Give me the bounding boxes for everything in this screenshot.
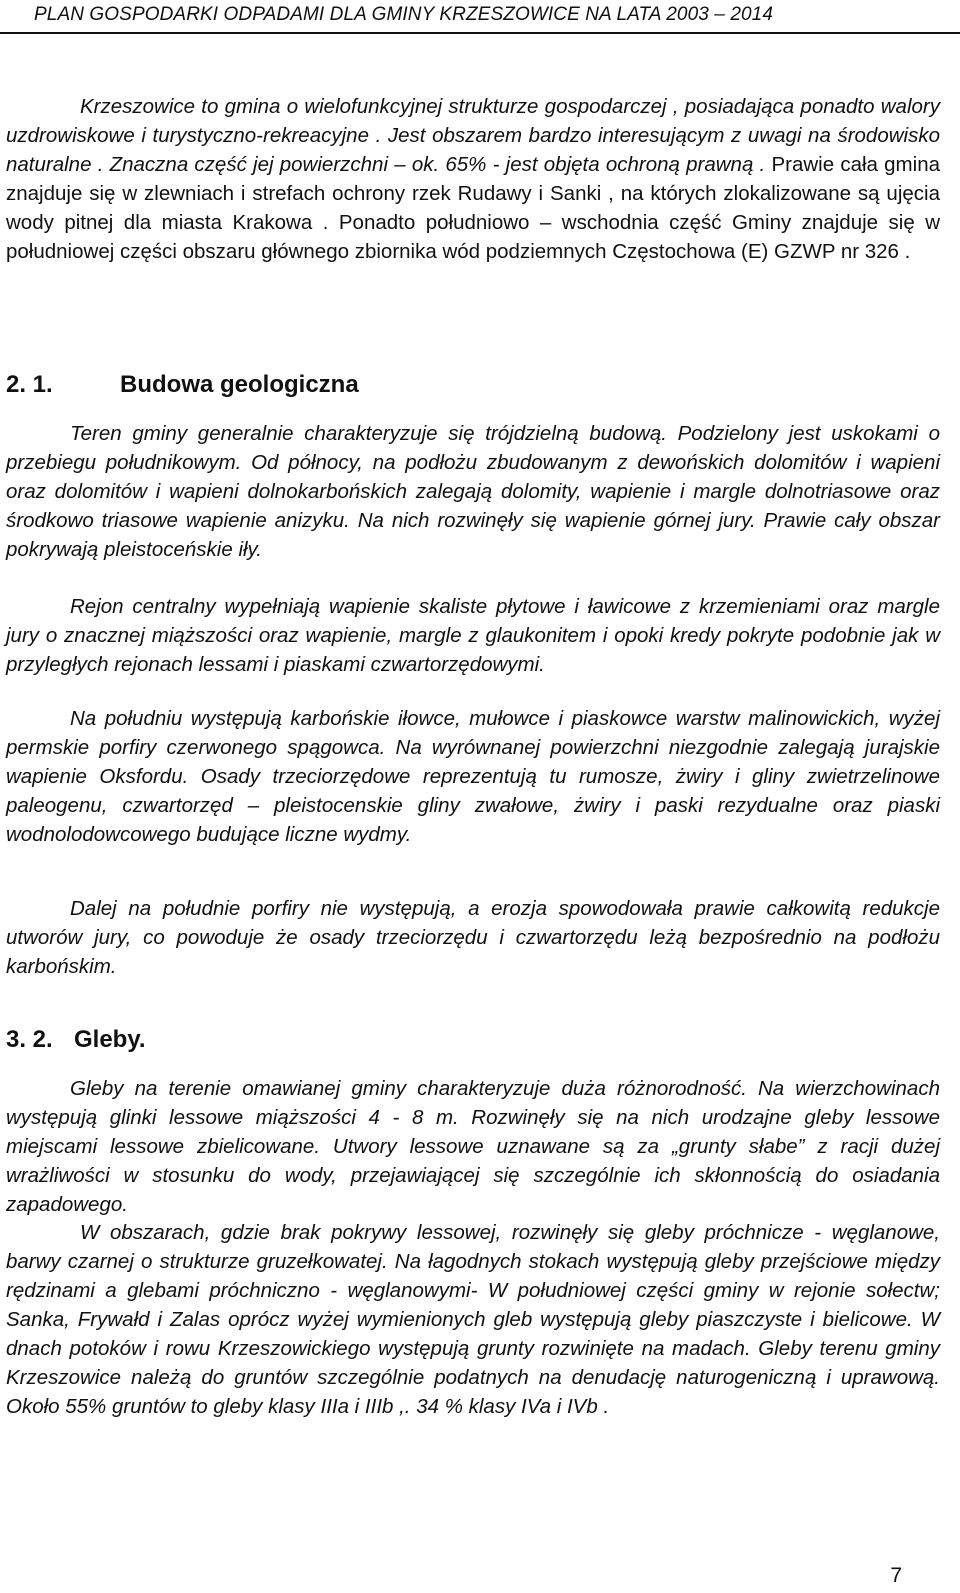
geology-paragraph-3-text: Na południu występują karbońskie iłowce, mułowce i piaskowce warstw malinowickich, wyżej permskie porfiry czerwonego spągowca. Na wyrównanej powierzchni niezgodnie zalegają jurajskie wapienie Oksfordu. Osady trzeciorzędowe reprezentują tu rumosze, żwiry i gliny zwietrzelinowe paleogenu, czwartorzęd – pleistocenskie gliny zwałowe, żwiry i paski rezydualne oraz piaski wodnolodowcowego budujące liczne wydmy. [6, 707, 940, 846]
section-number: 2. 1. [6, 371, 53, 398]
soils-paragraph-1 [6, 1074, 940, 1219]
geology-paragraph-4 [6, 894, 940, 981]
section-heading-geology [6, 370, 359, 400]
section-title: Gleby. [74, 1026, 146, 1053]
intro-regular-text: Prawie cała gmina znajduje się w zlewniach i strefach ochrony rzek Rudawy i Sanki , na których zlokalizowane są ujęcia wody pitnej dla miasta Krakowa . Ponadto południowo – wschodnia część Gminy znajduje się w południowej części obszaru głównego zbiornika wód podziemnych Częstochowa (E) GZWP nr 326 . [6, 153, 940, 263]
geology-paragraph-3 [6, 704, 940, 849]
intro-paragraph [6, 92, 940, 266]
geology-paragraph-4-text: Dalej na południe porfiry nie występują, a erozja spowodowała prawie całkowitą redukcje utworów jury, co powoduje że osady trzeciorzędu i czwartorzędu leżą bezpośrednio na podłożu karbońskim. [6, 897, 940, 978]
section-title: Budowa geologiczna [120, 371, 359, 398]
geology-paragraph-2 [6, 592, 940, 679]
page-number: 7 [890, 1564, 902, 1587]
soils-paragraph-2-text: W obszarach, gdzie brak pokrywy lessowej, rozwinęły się gleby próchnicze - węglanowe, barwy czarnej o strukturze gruzełkowatej. Na łagodnych stokach występują gleby przejściowe między rędzinami a glebami próchniczno - węglanowymi- W południowej części gminy w rejonie sołectw; Sanka, Frywałd i Zalas oprócz wyżej wymienionych gleb występują gleby piaszczyste i bielicowe. W dnach potoków i rowu Krzeszowickiego występują grunty rozwinięte na madach. Gleby terenu gminy Krzeszowice należą do gruntów szczególnie podatnych na denudację naturogeniczną i uprawową. Około 55% gruntów to gleby klasy IIIa i IIIb ,. 34 % klasy IVa i IVb . [6, 1221, 940, 1418]
running-header: PLAN GOSPODARKI ODPADAMI DLA GMINY KRZESZOWICE NA LATA 2003 – 2014 [34, 4, 774, 25]
geology-paragraph-1 [6, 419, 940, 564]
intro-italic-text: Krzeszowice to gmina o wielofunkcyjnej strukturze gospodarczej , posiadająca ponadto walory uzdrowiskowe i turystyczno-rekreacyjne . Jest obszarem bardzo interesującym z uwagi na środowisko naturalne . Znaczna część jej powierzchni – ok. 65% - jest objęta ochroną prawną . [6, 95, 940, 176]
geology-paragraph-2-text: Rejon centralny wypełniają wapienie skaliste płytowe i ławicowe z krzemieniami oraz margle jury o znacznej miąższości oraz wapienie, margle z glaukonitem i opoki kredy pokryte podobnie jak w przyległych rejonach lessami i piaskami czwartorzędowymi. [6, 595, 940, 676]
section-number: 3. 2. [6, 1026, 53, 1053]
header-rule [0, 32, 960, 34]
soils-paragraph-2 [6, 1218, 940, 1421]
soils-paragraph-1-text: Gleby na terenie omawianej gminy charakteryzuje duża różnorodność. Na wierzchowinach występują glinki lessowe miąższości 4 - 8 m. Rozwinęły się na nich urodzajne gleby lessowe miejscami lessowe zbielicowane. Utwory lessowe uznawane są za „grunty słabe” z racji dużej wrażliwości w stosunku do wody, przejawiającej się szczególnie ich skłonnością do osiadania zapadowego. [6, 1077, 940, 1216]
section-heading-soils [6, 1025, 146, 1055]
geology-paragraph-1-text: Teren gminy generalnie charakteryzuje się trójdzielną budową. Podzielony jest uskokami o przebiegu południkowym. Od północy, na podłożu zbudowanym z dewońskich dolomitów i wapieni oraz dolomitów i wapieni dolnokarbońskich zalegają dolomity, wapienie i margle dolnotriasowe oraz środkowo triasowe wapienie anizyku. Na nich rozwinęły się wapienie górnej jury. Prawie cały obszar pokrywają pleistoceńskie iły. [6, 422, 940, 561]
